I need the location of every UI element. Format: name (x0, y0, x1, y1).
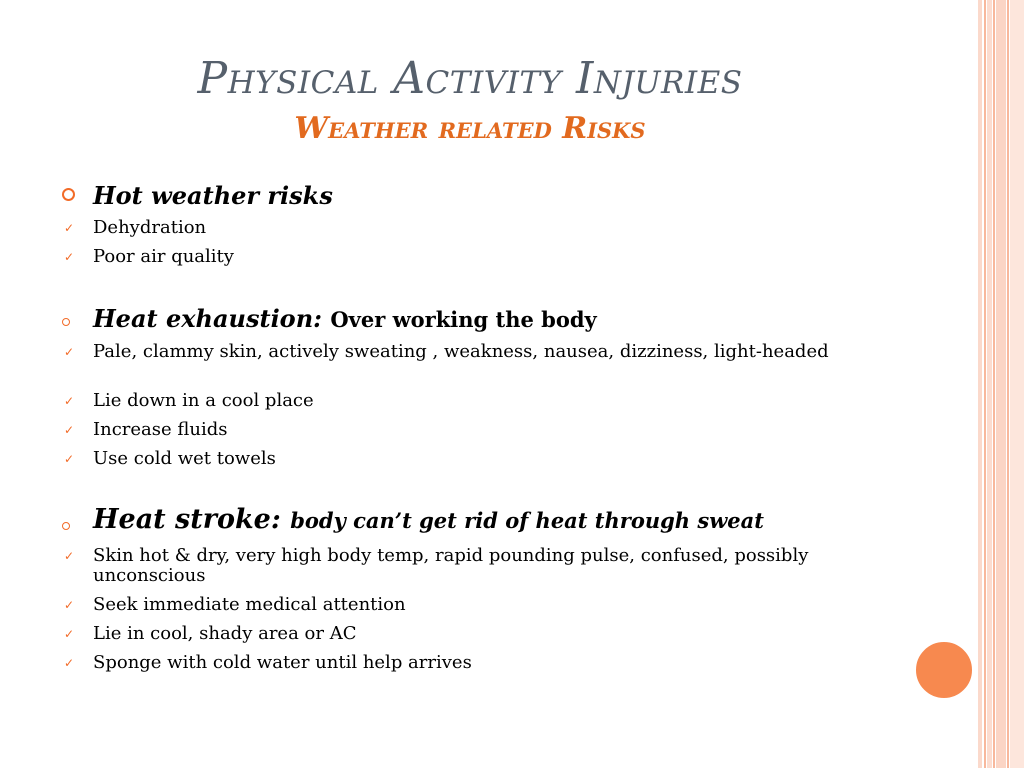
stripe (987, 0, 992, 768)
circle-bullet-icon (62, 188, 75, 201)
stripe (993, 0, 995, 768)
section-heading-label: Heat exhaustion: (93, 304, 322, 333)
stripe (1010, 0, 1024, 768)
checkmark-icon: ✓ (64, 345, 75, 359)
list-item: Dehydration (93, 217, 207, 238)
checkmark-icon: ✓ (64, 598, 75, 612)
slide-subtitle: Weather related Risks (294, 111, 646, 146)
list-item: Seek immediate medical attention (93, 594, 406, 615)
list-item: Lie in cool, shady area or AC (93, 623, 357, 644)
list-item: Pale, clammy skin, actively sweating , weakness, nausea, dizziness, light-headed (93, 341, 829, 362)
list-item: Poor air quality (93, 246, 234, 267)
checkmark-icon: ✓ (64, 627, 75, 641)
section-heading (93, 182, 333, 210)
checkmark-icon: ✓ (64, 549, 75, 563)
list-item: Skin hot & dry, very high body temp, rapid pounding pulse, confused, possibly unconscious (93, 545, 809, 586)
section-heading (93, 305, 597, 334)
stripe (984, 0, 986, 768)
section-heading-label: Heat stroke: (93, 504, 281, 535)
stripe (1007, 0, 1009, 768)
list-item: Lie down in a cool place (93, 390, 314, 411)
stripe (978, 0, 982, 768)
section-heading-label: Hot weather risks (93, 181, 333, 210)
checkmark-icon: ✓ (64, 221, 75, 235)
circle-bullet-icon (62, 318, 70, 326)
checkmark-icon: ✓ (64, 423, 75, 437)
section-heading (93, 506, 764, 535)
section-heading-detail: Over working the body (330, 307, 597, 332)
section-heading-detail: body can’t get rid of heat through sweat (290, 508, 764, 533)
decorative-stripes (978, 0, 1024, 768)
checkmark-icon: ✓ (64, 250, 75, 264)
checkmark-icon: ✓ (64, 452, 75, 466)
list-item: Use cold wet towels (93, 448, 276, 469)
stripe (996, 0, 1006, 768)
list-item: Increase fluids (93, 419, 228, 440)
circle-bullet-icon (62, 522, 70, 530)
checkmark-icon: ✓ (64, 394, 75, 408)
list-item: Sponge with cold water until help arrives (93, 652, 472, 673)
decorative-dot (913, 639, 975, 701)
checkmark-icon: ✓ (64, 656, 75, 670)
slide-title: Physical Activity Injuries (197, 53, 743, 104)
